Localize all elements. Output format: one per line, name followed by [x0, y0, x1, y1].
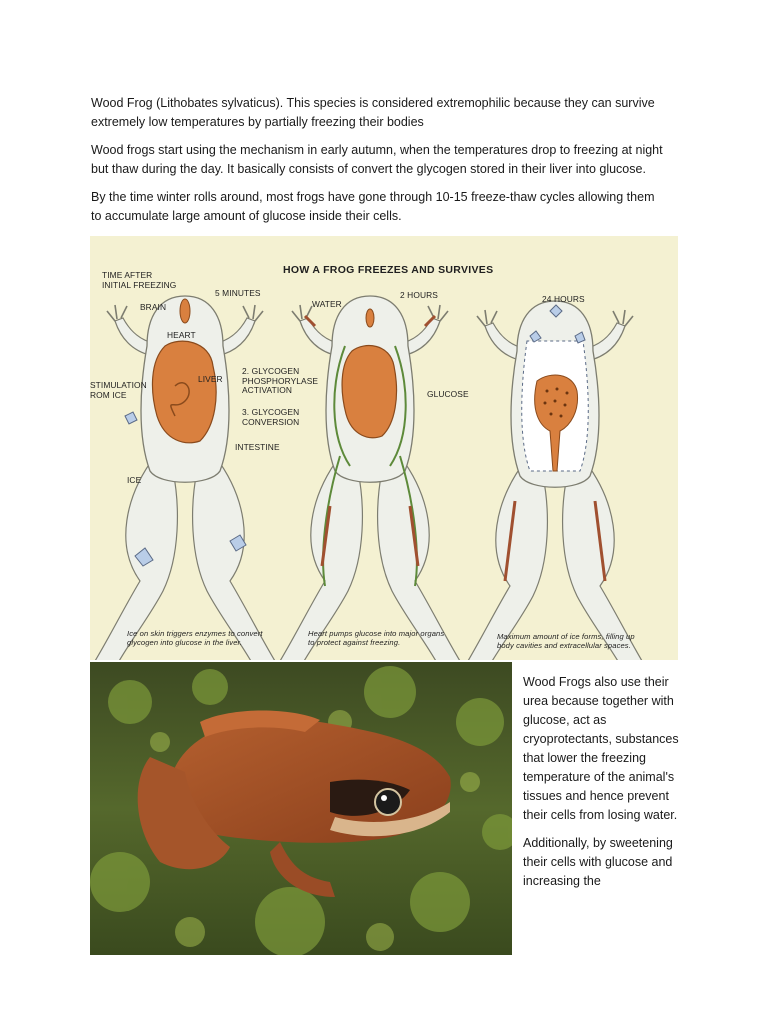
liver-label: LIVER: [198, 374, 223, 384]
stage3-time-label: 24 HOURS: [542, 294, 585, 304]
intro-paragraph: [91, 94, 691, 132]
water-label: WATER: [312, 299, 342, 309]
ice-label: ICE: [127, 475, 142, 485]
urea-paragraph: Wood Frogs also use their urea because together with glucose, act as cryoprotectants, substances that lower the freezing temperature of the animal's tissues and hence prevent their cells from losing water.: [523, 675, 679, 822]
glycogen-activation-label: [242, 367, 318, 396]
frog-diagram-illustration: [90, 236, 678, 660]
mechanism-paragraph: [91, 141, 691, 179]
mechanism-line-1: Wood frogs start using the mechanism in early autumn, when the temperatures drop to freezing at night: [91, 143, 663, 157]
diagram-title: HOW A FROG FREEZES AND SURVIVES: [283, 264, 494, 276]
intestine-label: INTESTINE: [235, 442, 280, 452]
glycogen-conversion-label: [242, 408, 299, 427]
glycogen-line-1: 2. GLYCOGEN: [242, 366, 300, 376]
caption-stage-3: [497, 632, 635, 650]
frog-stage-2: [258, 296, 482, 660]
glycogen-line-3: ACTIVATION: [242, 385, 293, 395]
time-after-line-1: TIME AFTER: [102, 270, 153, 280]
conversion-line-1: 3. GLYCOGEN: [242, 407, 300, 417]
caption1-line-1: Ice on skin triggers enzymes to convert: [127, 629, 263, 638]
wood-frog-photo: [90, 662, 512, 955]
heart-label: HEART: [167, 330, 196, 340]
mechanism-line-2: but thaw during the day. It basically consists of convert the glycogen stored in their liver into glucose.: [91, 162, 646, 176]
wood-frog-illustration: [90, 662, 512, 955]
caption-stage-2: [308, 629, 444, 647]
frog-stage-3: [443, 301, 667, 660]
stimulation-line-2: ROM ICE: [90, 389, 127, 400]
stage2-time-label: 2 HOURS: [400, 290, 438, 300]
time-after-label: [102, 271, 176, 290]
intro-line-2: extremely low temperatures by partially freezing their bodies: [91, 115, 424, 129]
time-after-line-2: INITIAL FREEZING: [102, 279, 177, 290]
stimulation-label: [90, 381, 147, 400]
intro-line-1: Wood Frog (Lithobates sylvaticus). This species is considered extremophilic because they can survive: [91, 96, 655, 110]
winter-line-2: to accumulate large amount of glucose inside their cells.: [91, 209, 402, 223]
frog-stage-1: [90, 296, 300, 660]
caption-stage-1: [127, 629, 263, 647]
caption2-line-1: Heart pumps glucose into major organs: [308, 629, 445, 638]
conversion-line-2: CONVERSION: [242, 416, 300, 427]
glucose-label: GLUCOSE: [427, 389, 469, 399]
stimulation-line-1: STIMULATION: [90, 380, 147, 390]
stage1-time-label: 5 MINUTES: [215, 288, 261, 298]
caption1-line-2: glycogen into glucose in the liver.: [127, 638, 243, 647]
caption3-line-2: body cavities and extracellular spaces.: [497, 641, 631, 650]
glycogen-line-2: PHOSPHORYLASE: [242, 375, 319, 386]
side-text: [523, 673, 683, 900]
frog-freezing-diagram: [90, 236, 678, 660]
brain-label: BRAIN: [140, 302, 167, 312]
winter-line-1: By the time winter rolls around, most frogs have gone through 10-15 freeze-thaw cycles allowing them: [91, 190, 655, 204]
caption2-line-2: to protect against freezing.: [308, 638, 401, 647]
caption3-line-1: Maximum amount of ice forms, filling up: [497, 632, 635, 641]
winter-paragraph: [91, 188, 691, 226]
glucose-paragraph: Additionally, by sweetening their cells with glucose and increasing the: [523, 836, 673, 888]
